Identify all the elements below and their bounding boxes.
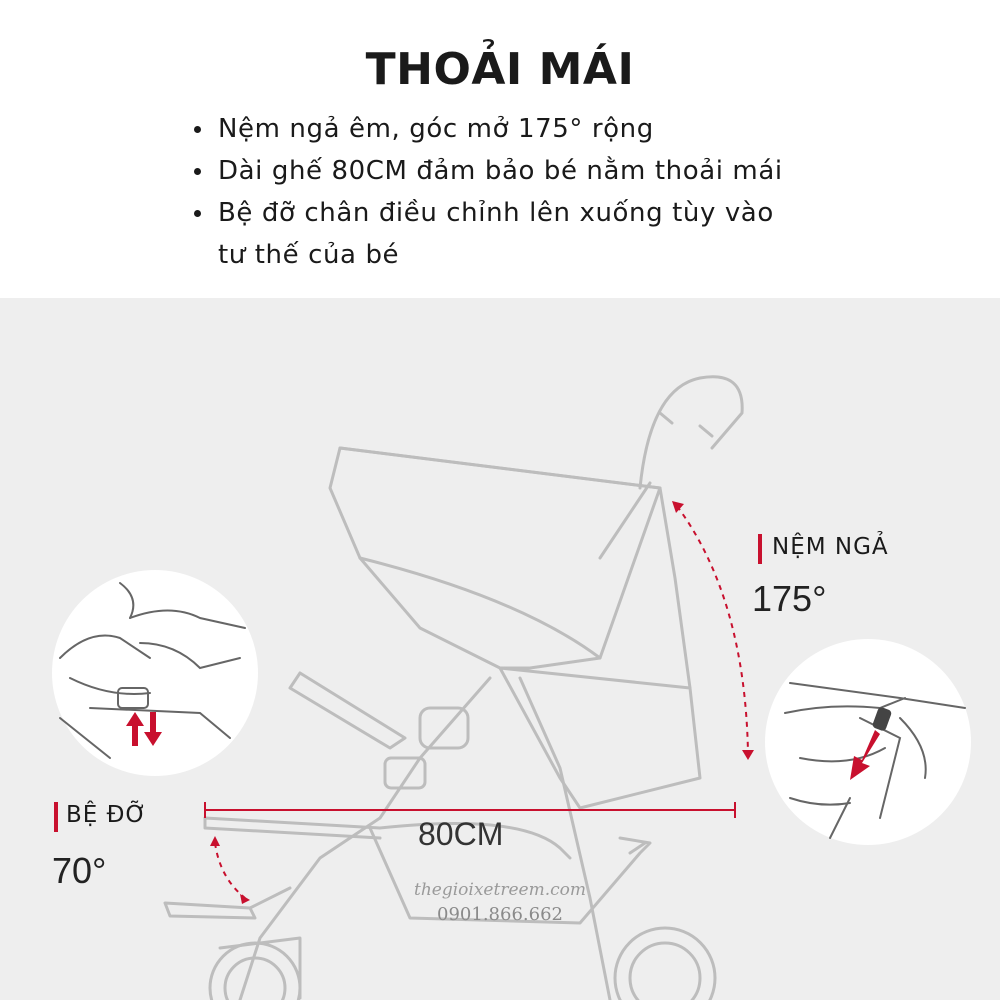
recline-label-bar: [758, 534, 762, 564]
recline-angle: 175°: [752, 578, 827, 619]
watermark-phone: 0901.866.662: [437, 904, 563, 925]
stroller-handle: [640, 377, 742, 488]
footrest-label-bar: [54, 802, 58, 832]
page-title: THOẢI MÁI: [365, 44, 635, 95]
stroller-bumper-bar: [290, 673, 405, 748]
stroller-footrest: [165, 903, 255, 918]
footrest-label: BỆ ĐỠ: [66, 802, 148, 828]
footrest-angle: 70°: [52, 850, 107, 891]
recline-detail-circle: [765, 639, 971, 845]
recline-arc: [677, 506, 748, 753]
feature-item-continued: tư thế của bé: [218, 240, 400, 270]
feature-item: Nệm ngả êm, góc mở 175° rộng: [190, 108, 830, 150]
rear-wheel: [615, 928, 715, 1000]
watermark-site: thegioixetreem.com: [414, 880, 586, 900]
header: [0, 0, 1000, 298]
recline-label: NỆM NGẢ: [772, 534, 889, 560]
footrest-detail-circle: [52, 570, 258, 776]
seat-length-label: 80CM: [418, 816, 504, 852]
footrest-arc: [215, 843, 245, 898]
feature-list: [190, 108, 830, 276]
stroller-illustration: [0, 298, 1000, 1000]
feature-item: Dài ghế 80CM đảm bảo bé nằm thoải mái: [190, 150, 830, 192]
feature-item: Bệ đỡ chân điều chỉnh lên xuống tùy vào: [190, 192, 830, 234]
